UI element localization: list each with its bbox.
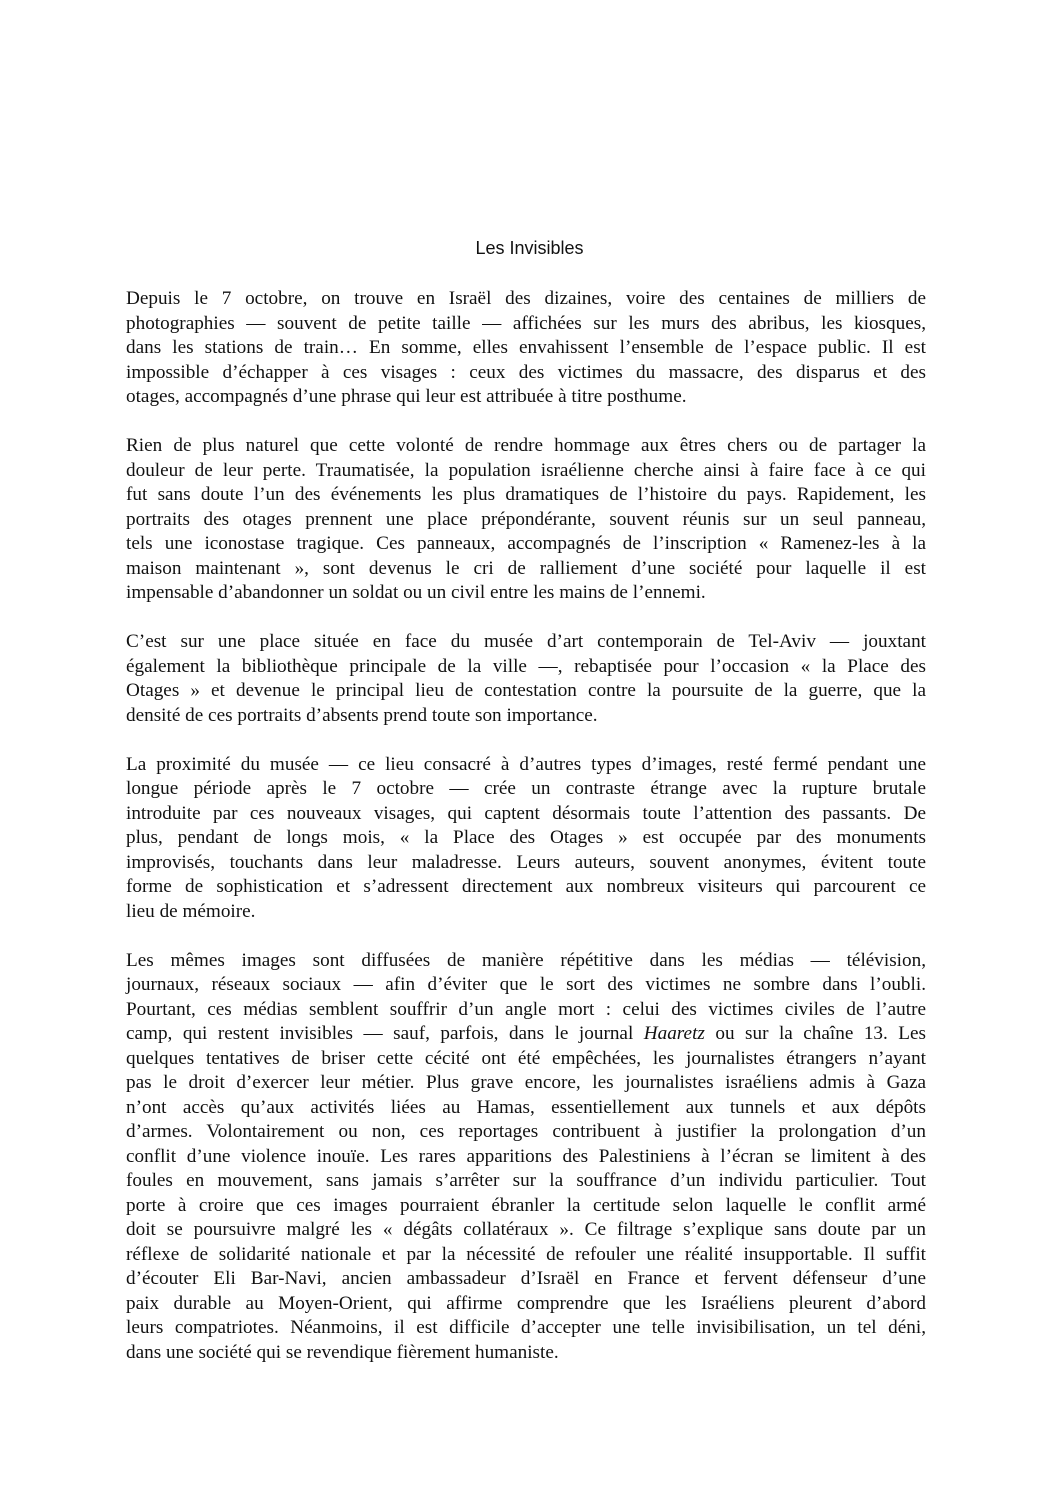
text-line: fut sans doute l’un des événements les plus dramatiques de l’histoire du pays. Rapidement, les xyxy=(126,484,926,505)
text-line: dans une société qui se revendique fièrement humaniste. xyxy=(126,1341,559,1363)
text-line: photographies — souvent de petite taille — affichées sur les murs des abribus, les kiosques, xyxy=(126,312,926,334)
text-line: improvisés, touchants dans leur maladresse. Leurs auteurs, souvent anonymes, évitent toute xyxy=(126,851,926,873)
text-line: foules en mouvement, sans jamais s’arrêter sur la souffrance d’un individu particulier. Tout xyxy=(126,1170,926,1191)
text-line: Pourtant, ces médias semblent souffrir d’un angle mort : celui des victimes civiles de l’autre xyxy=(126,998,926,1020)
text-line: réflexe de solidarité nationale et par la nécessité de refouler une réalité insupportable. Il suffit xyxy=(126,1243,926,1265)
text-line: introduite par ces nouveaux visages, qui captent désormais toute l’attention des passants. De xyxy=(126,802,926,824)
text-line: forme de sophistication et s’adressent directement aux nombreux visiteurs qui parcourent ce xyxy=(126,876,926,897)
text-line: portraits des otages prennent une place prépondérante, souvent réunis sur un seul panneau, xyxy=(126,508,926,530)
document-title: Les Invisibles xyxy=(475,238,584,258)
paragraph-3 xyxy=(126,630,926,728)
paragraph-2 xyxy=(126,434,926,606)
text-line: pas le droit d’exercer leur métier. Plus grave encore, les journalistes israéliens admis à Gaza xyxy=(126,1072,926,1093)
text-line-with-italic xyxy=(126,1022,926,1047)
text-line: conflit d’une violence inouïe. Les rares apparitions des Palestiniens à l’écran se limitent à des xyxy=(126,1145,926,1167)
text-line: journaux, réseaux sociaux — afin d’éviter que le sort des victimes ne sombre dans l’oubli. xyxy=(126,974,926,995)
text-line: plus, pendant de longs mois, « la Place des Otages » est occupée par des monuments xyxy=(126,827,926,848)
paragraph-5 xyxy=(126,949,926,1366)
text-line: Depuis le 7 octobre, on trouve en Israël des dizaines, voire des centaines de milliers de xyxy=(126,288,926,309)
text-line: C’est sur une place située en face du musée d’art contemporain de Tel-Aviv — jouxtant xyxy=(126,631,926,652)
text-line: également la bibliothèque principale de la ville —, rebaptisée pour l’occasion « la Place des xyxy=(126,655,926,677)
text-segment: camp, qui restent invisibles — sauf, parfois, dans le journal xyxy=(126,1023,644,1044)
document-body xyxy=(126,287,926,1390)
text-line: impensable d’abandonner un soldat ou un civil entre les mains de l’ennemi. xyxy=(126,582,706,603)
text-line: maison maintenant », sont devenus le cri de ralliement d’une société pour laquelle il est xyxy=(126,557,926,579)
text-line: otages, accompagnés d’une phrase qui leur est attribuée à titre posthume. xyxy=(126,386,687,407)
text-line: douleur de leur perte. Traumatisée, la population israélienne cherche ainsi à faire face à ce qui xyxy=(126,459,926,481)
text-line: dans les stations de train… En somme, elles envahissent l’ensemble de l’espace public. Il est xyxy=(126,337,926,358)
text-line: lieu de mémoire. xyxy=(126,900,256,922)
text-line: paix durable au Moyen-Orient, qui affirme comprendre que les Israéliens pleurent d’abord xyxy=(126,1292,926,1314)
text-line: n’ont accès qu’aux activités liées au Hamas, essentiellement aux tunnels et aux dépôts xyxy=(126,1096,926,1118)
text-line: tels une iconostase tragique. Ces panneaux, accompagnés de l’inscription « Ramenez-les à la xyxy=(126,533,926,554)
text-line: Les mêmes images sont diffusées de manière répétitive dans les médias — télévision, xyxy=(126,949,926,971)
newspaper-name: Haaretz xyxy=(643,1023,705,1044)
text-line: densité de ces portraits d’absents prend toute son importance. xyxy=(126,704,598,726)
paragraph-4 xyxy=(126,753,926,925)
text-line: Rien de plus naturel que cette volonté de rendre hommage aux êtres chers ou de partager la xyxy=(126,435,926,456)
text-line: d’armes. Volontairement ou non, ces reportages contribuent à justifier la prolongation d’un xyxy=(126,1121,926,1142)
text-line: longue période après le 7 octobre — crée un contraste étrange avec la rupture brutale xyxy=(126,778,926,799)
text-line: impossible d’échapper à ces visages : ceux des victimes du massacre, des disparus et des xyxy=(126,361,926,383)
text-line: leurs compatriotes. Néanmoins, il est difficile d’accepter une telle invisibilisation, un tel déni, xyxy=(126,1317,926,1338)
text-line: porte à croire que ces images pourraient ébranler la certitude selon laquelle le conflit armé xyxy=(126,1194,926,1216)
text-line: quelques tentatives de briser cette cécité ont été empêchées, les journalistes étrangers n’ayant xyxy=(126,1047,926,1069)
text-line: d’écouter Eli Bar-Navi, ancien ambassadeur d’Israël en France et fervent défenseur d’une xyxy=(126,1268,926,1289)
text-line: Otages » et devenue le principal lieu de contestation contre la poursuite de la guerre, que la xyxy=(126,680,926,701)
paragraph-1 xyxy=(126,287,926,410)
text-segment: ou sur la chaîne 13. Les xyxy=(704,1023,926,1044)
text-line: La proximité du musée — ce lieu consacré à d’autres types d’images, resté fermé pendant une xyxy=(126,753,926,775)
text-line: doit se poursuivre malgré les « dégâts collatéraux ». Ce filtrage s’explique sans doute par un xyxy=(126,1219,926,1240)
